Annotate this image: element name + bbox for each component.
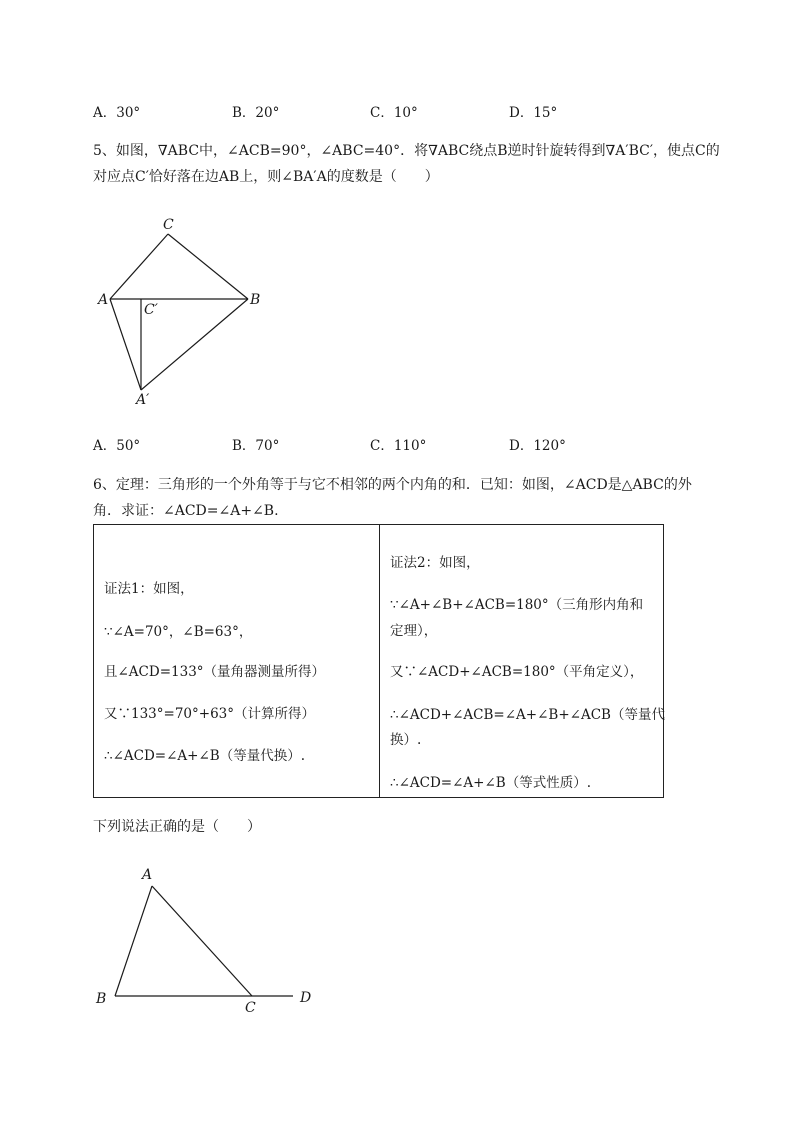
proof2-line: 证法2：如图， [390, 555, 480, 571]
q5-option-d: D．120° [509, 438, 566, 454]
q4-option-c: C．10° [370, 105, 418, 121]
q5-segment-cb [168, 234, 248, 299]
proof2-line: 又∵∠ACD+∠ACB=180°（平角定义）， [390, 664, 644, 680]
q5-option-a: A．50° [93, 438, 141, 454]
proof1-line: ∴∠ACD=∠A+∠B（等量代换）. [104, 748, 306, 764]
q5-text-line2: 对应点C′恰好落在边AB上，则∠BA′A的度数是（ ） [93, 169, 439, 185]
proof2-line: 换）. [390, 732, 422, 748]
q6-question: 下列说法正确的是（ ） [93, 819, 261, 835]
q5-option-c: C．110° [370, 438, 427, 454]
q5-option-b: B．70° [232, 438, 280, 454]
proof2-line: ∴∠ACD+∠ACB=∠A+∠B+∠ACB（等量代 [390, 707, 665, 723]
q6-text-line1: 6、定理：三角形的一个外角等于与它不相邻的两个内角的和．已知：如图，∠ACD是△ABC的外 [93, 477, 692, 493]
q5-label-b: B [250, 292, 261, 308]
proof1-line: ∵∠A=70°，∠B=63°， [104, 624, 253, 640]
proof-cell-2 [380, 525, 664, 798]
q6-label-c: C [245, 1000, 256, 1016]
q5-figure [90, 210, 280, 410]
proof2-line: ∵∠A+∠B+∠ACB=180°（三角形内角和 [390, 597, 644, 613]
q5-label-a-prime: A′ [136, 392, 150, 408]
proof-cell-1 [94, 525, 380, 798]
proof1-line: 又∵133°=70°+63°（计算所得） [104, 706, 315, 722]
q5-text-line1: 5、如图，∇ABC中，∠ACB=90°，∠ABC=40°．将∇ABC绕点B逆时针旋转得到∇A′BC′，使点C的 [93, 143, 720, 159]
q6-text-line2: 角．求证：∠ACD=∠A+∠B. [93, 503, 279, 519]
q5-label-a: A [98, 292, 109, 308]
proof1-line: 且∠ACD=133°（量角器测量所得） [104, 664, 326, 680]
proof1-line: 证法1：如图， [104, 581, 194, 597]
q6-label-d: D [300, 990, 312, 1006]
q6-proof-table [93, 524, 664, 798]
q5-label-c: C [163, 217, 174, 233]
proof2-line: 定理）， [390, 623, 438, 639]
q5-segment-ac [110, 234, 168, 299]
proof2-line: ∴∠ACD=∠A+∠B（等式性质）. [390, 775, 592, 791]
q5-segment-aap [110, 299, 141, 390]
q6-figure [90, 860, 330, 1020]
q6-label-a: A [142, 867, 153, 883]
q6-segment-ac [152, 886, 252, 996]
q5-label-c-prime: C′ [144, 302, 158, 318]
q6-segment-ab [115, 886, 152, 996]
q6-label-b: B [96, 991, 107, 1007]
q4-option-d: D．15° [509, 105, 558, 121]
q4-option-b: B．20° [232, 105, 280, 121]
q4-option-a: A．30° [93, 105, 141, 121]
